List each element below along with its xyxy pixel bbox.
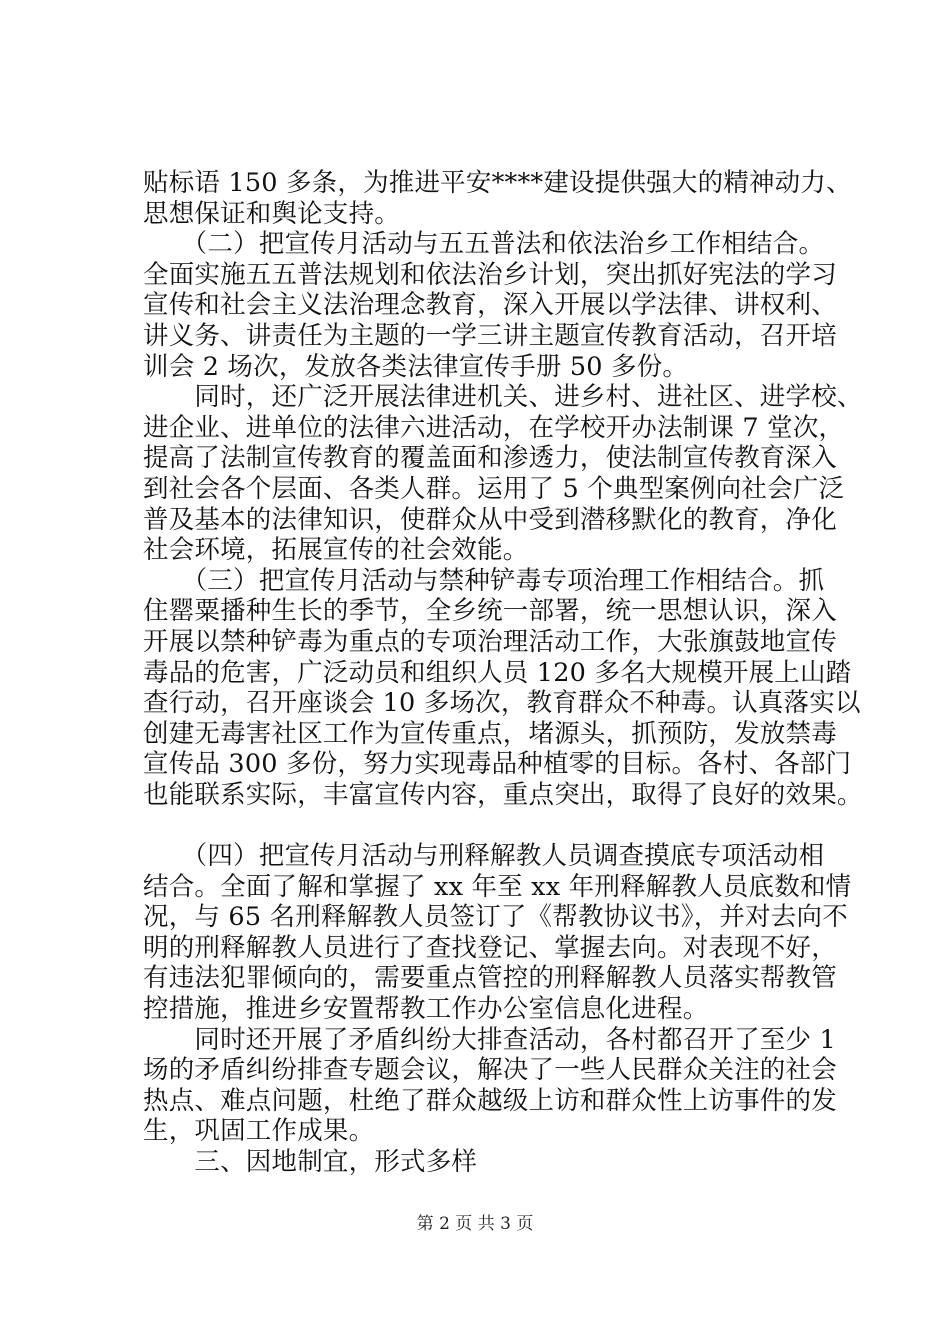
body-line: 结合。全面了解和掌握了 xx 年至 xx 年刑释解教人员底数和情 — [143, 871, 852, 902]
document-body — [143, 168, 863, 1178]
body-line: 也能联系实际，丰富宣传内容，重点突出，取得了良好的效果。 — [143, 779, 863, 810]
body-line: 毒品的危害，广泛动员和组织人员 120 多名大规模开展上山踏 — [143, 657, 852, 688]
body-line: 有违法犯罪倾向的，需要重点管控的刑释解教人员落实帮教管 — [143, 963, 837, 994]
body-line: 控措施，推进乡安置帮教工作办公室信息化进程。 — [143, 994, 709, 1025]
body-line: 普及基本的法律知识，使群众从中受到潜移默化的教育，净化 — [143, 504, 837, 535]
body-line: 三、因地制宜，形式多样 — [143, 1147, 478, 1177]
body-line: 场的矛盾纠纷排查专题会议，解决了一些人民群众关注的社会 — [143, 1055, 837, 1086]
body-line: 创建无毒害社区工作为宣传重点，堵源头，抓预防，发放禁毒 — [143, 718, 837, 749]
body-line: 社会环境，拓展宣传的社会效能。 — [143, 535, 529, 566]
body-line: 训会 2 场次，发放各类法律宣传手册 50 多份。 — [143, 351, 689, 382]
page-footer: 第 2 页 共 3 页 — [416, 1214, 534, 1234]
body-line: 住罂粟播种生长的季节，全乡统一部署，统一思想认识，深入 — [143, 596, 837, 627]
body-line: 贴标语 150 多条，为推进平安****建设提供强大的精神动力、 — [143, 168, 852, 198]
body-line: 查行动，召开座谈会 10 多场次，教育群众不种毒。认真落实以 — [143, 688, 861, 719]
body-line: 生，巩固工作成果。 — [143, 1116, 375, 1147]
body-line: 提高了法制宣传教育的覆盖面和渗透力，使法制宣传教育深入 — [143, 443, 837, 474]
body-line: （四）把宣传月活动与刑释解教人员调查摸底专项活动相 — [143, 841, 825, 872]
body-line: 思想保证和舆论支持。 — [143, 198, 401, 229]
body-line: 进企业、进单位的法律六进活动，在学校开办法制课 7 堂次， — [143, 412, 845, 443]
body-line: 到社会各个层面、各类人群。运用了 5 个典型案例向社会广泛 — [143, 473, 845, 504]
body-line: 同时，还广泛开展法律进机关、进乡村、进社区、进学校、 — [143, 382, 863, 413]
body-line: 明的刑释解教人员进行了查找登记、掌握去向。对表现不好， — [143, 932, 837, 963]
body-line: 热点、难点问题，杜绝了群众越级上访和群众性上访事件的发 — [143, 1085, 837, 1116]
body-line: 宣传品 300 多份，努力实现毒品种植零的目标。各村、各部门 — [143, 749, 852, 780]
body-line: 同时还开展了矛盾纠纷大排查活动，各村都召开了至少 1 — [143, 1024, 836, 1055]
body-line: 开展以禁种铲毒为重点的专项治理活动工作，大张旗鼓地宣传 — [143, 626, 837, 657]
body-line: 全面实施五五普法规划和依法治乡计划，突出抓好宪法的学习 — [143, 259, 837, 290]
body-line: 宣传和社会主义法治理念教育，深入开展以学法律、讲权利、 — [143, 290, 837, 321]
body-line: （二）把宣传月活动与五五普法和依法治乡工作相结合。 — [143, 229, 825, 260]
body-line: 况，与 65 名刑释解教人员签订了《帮教协议书》，并对去向不 — [143, 902, 848, 933]
body-line: 讲义务、讲责任为主题的一学三讲主题宣传教育活动，召开培 — [143, 320, 837, 351]
blank-line — [143, 810, 843, 841]
body-line: （三）把宣传月活动与禁种铲毒专项治理工作相结合。抓 — [143, 565, 825, 596]
